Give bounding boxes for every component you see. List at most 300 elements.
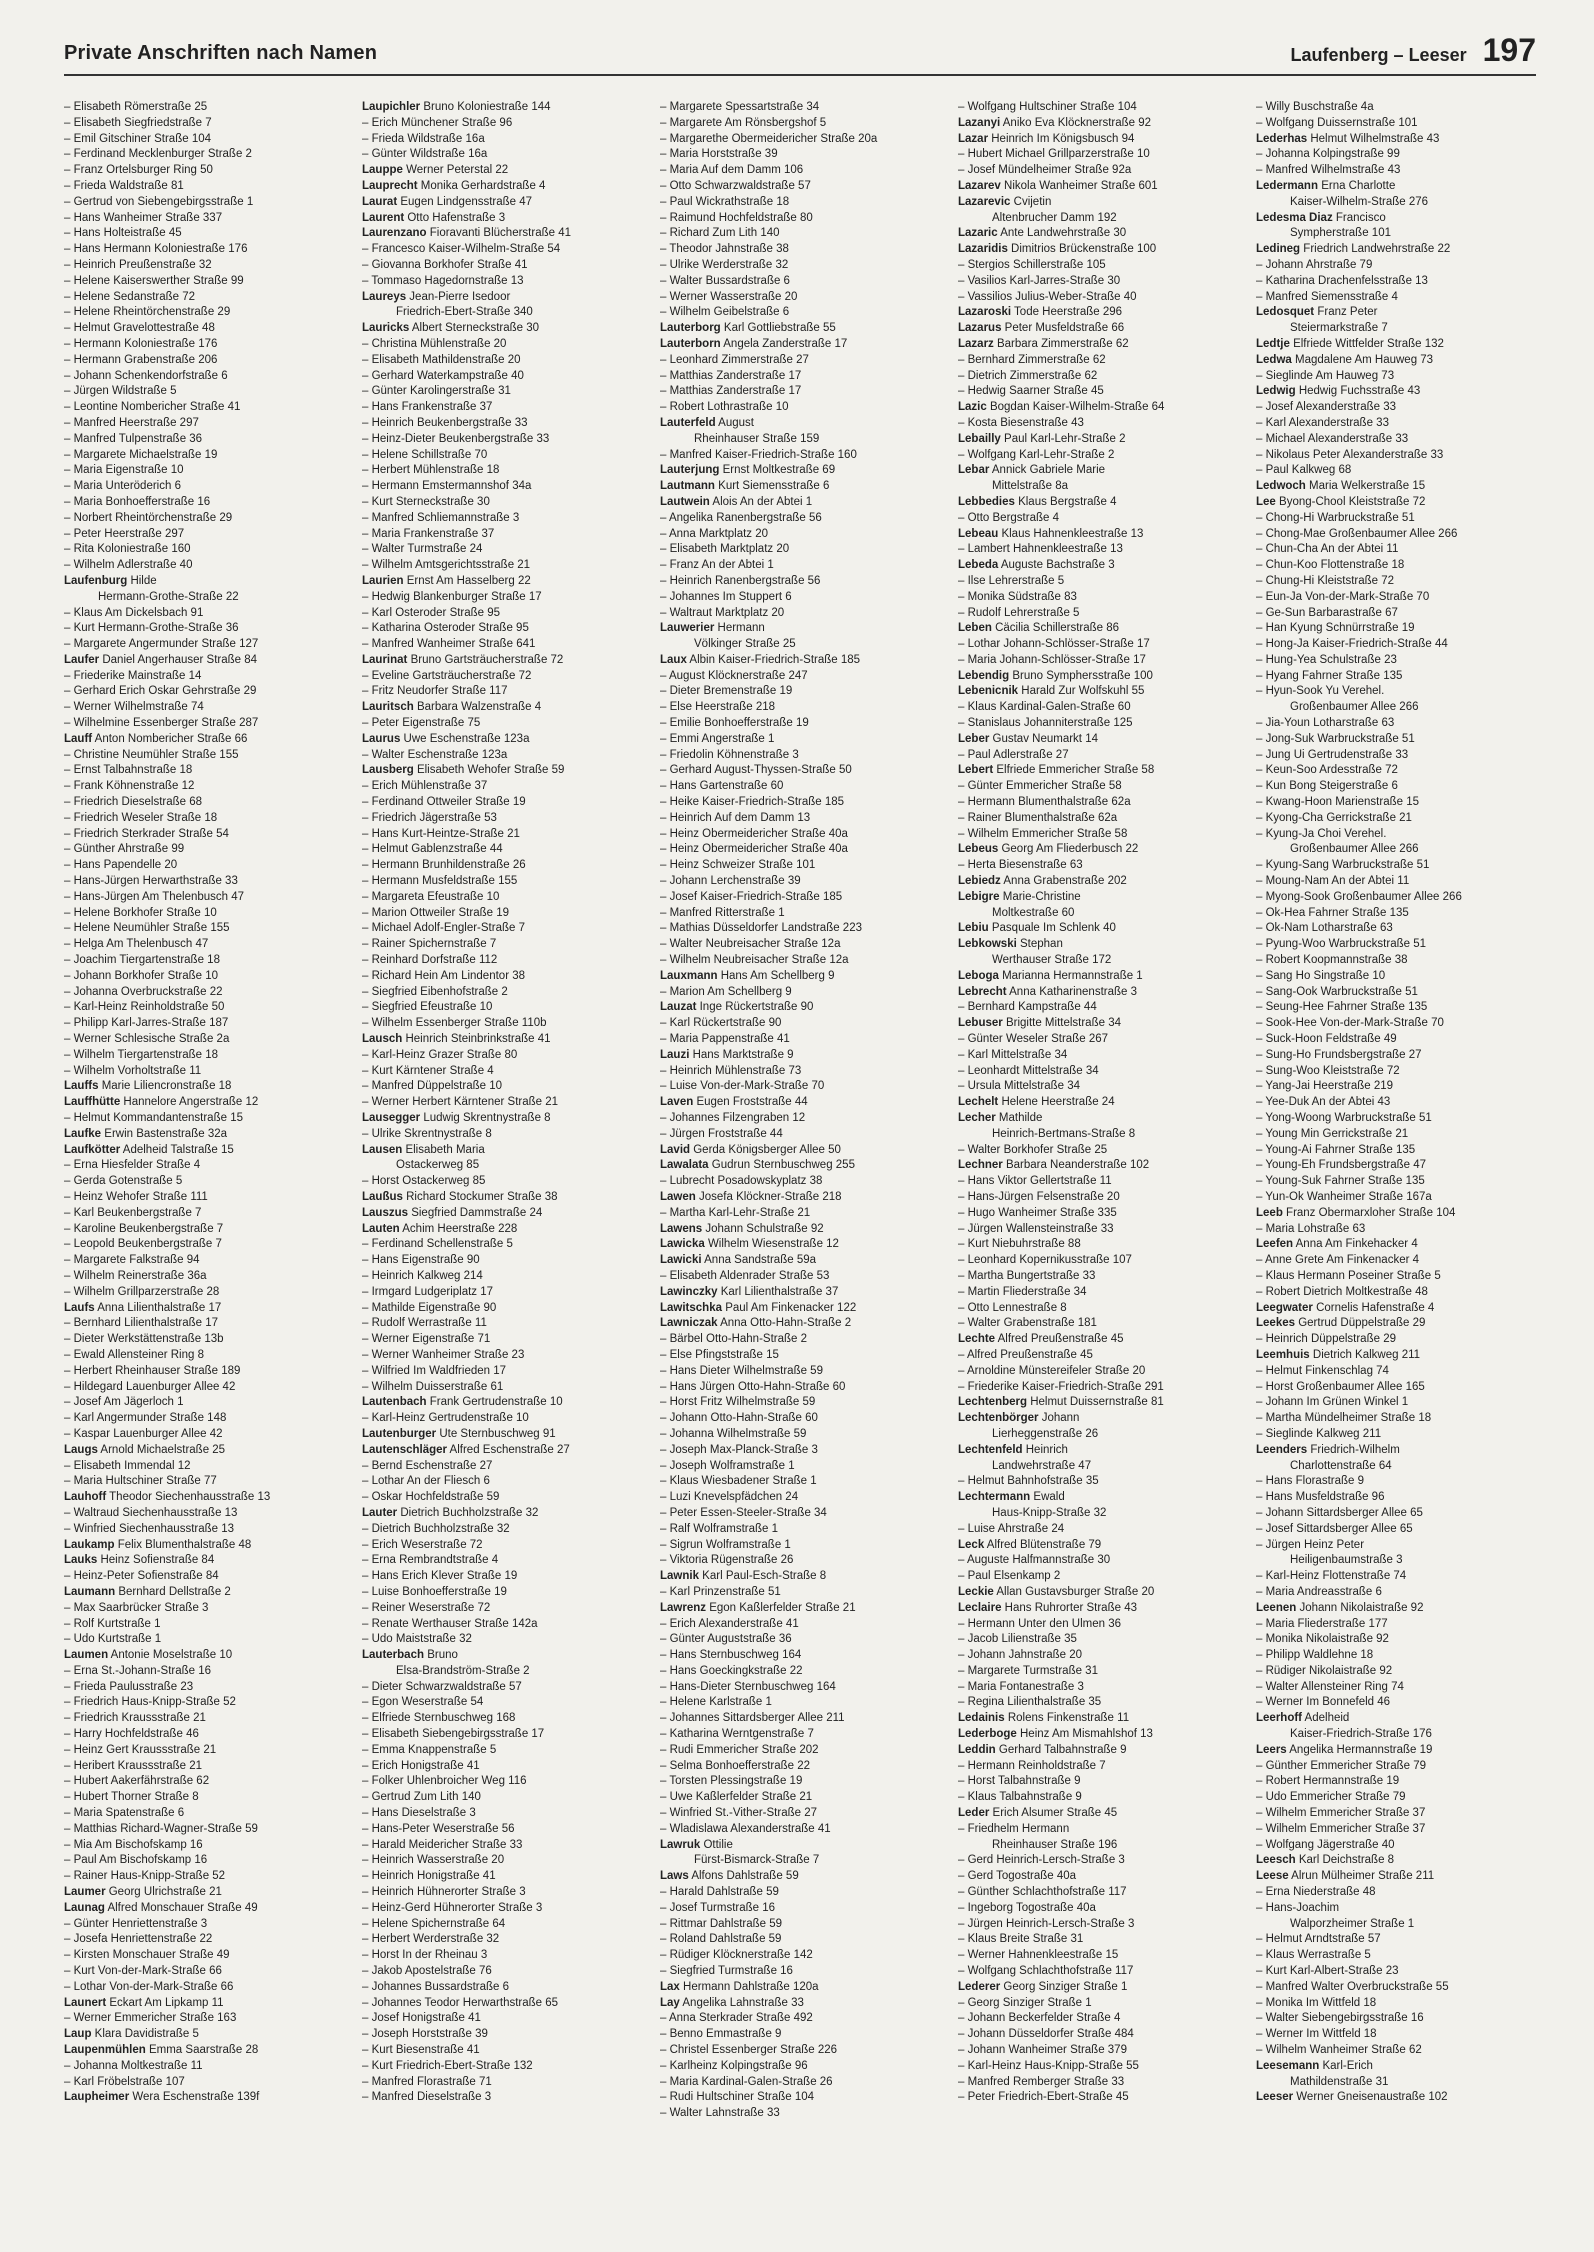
entry-text: Elisabeth Maria — [402, 1143, 485, 1156]
entry-text: – Gertrud Zum Lith 140 — [362, 1791, 481, 1804]
directory-entry — [362, 1964, 648, 1980]
entry-text: Pasquale Im Schlenk 40 — [988, 922, 1116, 935]
entry-text: – Christine Neumühler Straße 155 — [64, 748, 239, 761]
directory-entry — [362, 1427, 648, 1443]
entry-text: – Vasilios Karl-Jarres-Straße 30 — [958, 274, 1121, 287]
directory-entry — [660, 1980, 946, 1996]
directory-entry — [958, 1806, 1244, 1822]
surname: Lawniczak — [660, 1317, 718, 1330]
surname: Lechtenbörger — [958, 1412, 1039, 1425]
entry-text: – Maria Horststraße 39 — [660, 148, 778, 161]
entry-text: Franz Obermarxloher Straße 104 — [1282, 1206, 1456, 1219]
entry-text: – Klaus Breite Straße 31 — [958, 1933, 1084, 1946]
surname: Lee — [1256, 495, 1276, 508]
entry-text: – Friederike Kaiser-Friedrich-Straße 291 — [958, 1380, 1164, 1393]
entry-text: Helmut Duissernstraße 81 — [1027, 1396, 1164, 1409]
entry-text: – Johann Ahrstraße 79 — [1256, 258, 1373, 271]
surname: Lauterfeld — [660, 416, 716, 429]
directory-entry — [1256, 748, 1542, 764]
directory-entry — [1256, 1996, 1542, 2012]
directory-entry — [362, 305, 648, 321]
entry-text: – Hubert Thorner Straße 8 — [64, 1791, 199, 1804]
entry-text: – Siegfried Turmstraße 16 — [660, 1965, 793, 1978]
directory-entry — [660, 906, 946, 922]
directory-entry — [660, 179, 946, 195]
entry-text: Bruno — [424, 1649, 458, 1662]
entry-text: Eckart Am Lipkamp 11 — [106, 1996, 224, 2009]
directory-entry — [362, 1885, 648, 1901]
entry-text: – Reinhard Dorfstraße 112 — [362, 954, 498, 967]
entry-text: – Josef Sittardsberger Allee 65 — [1256, 1522, 1413, 1535]
entry-text: – Karl Alexanderstraße 33 — [1256, 416, 1389, 429]
directory-entry — [660, 1727, 946, 1743]
entry-text: Frank Gertrudenstraße 10 — [426, 1396, 563, 1409]
directory-entry — [660, 985, 946, 1001]
entry-text: – Monika Im Wittfeld 18 — [1256, 1996, 1377, 2009]
directory-entry — [64, 953, 350, 969]
entry-text: – Hubert Aakerfährstraße 62 — [64, 1775, 210, 1788]
entry-text: – Walter Bussardstraße 6 — [660, 274, 790, 287]
directory-entry — [660, 621, 946, 637]
directory-entry — [958, 1774, 1244, 1790]
directory-entry — [362, 211, 648, 227]
directory-entry — [1256, 1853, 1542, 1869]
entry-text: – Friedolin Köhnenstraße 3 — [660, 748, 799, 761]
directory-entry — [64, 1016, 350, 1032]
entry-text: – Erna Niederstraße 48 — [1256, 1886, 1376, 1899]
entry-text: – Wolfgang Hultschiner Straße 104 — [958, 101, 1137, 113]
directory-entry — [660, 1206, 946, 1222]
directory-entry — [362, 1506, 648, 1522]
entry-text: – Harald Dahlstraße 59 — [660, 1886, 779, 1899]
directory-entry — [1256, 1364, 1542, 1380]
directory-entry — [362, 1174, 648, 1190]
directory-entry — [958, 1680, 1244, 1696]
entry-text: – Margarete Spessartstraße 34 — [660, 101, 820, 113]
entry-text: – Klaus Hermann Poseiner Straße 5 — [1256, 1269, 1441, 1282]
entry-text: – Matthias Zanderstraße 17 — [660, 369, 802, 382]
entry-text: – Hans Jürgen Otto-Hahn-Straße 60 — [660, 1380, 846, 1393]
entry-text: – Johann Im Grünen Winkel 1 — [1256, 1396, 1409, 1409]
directory-entry — [1256, 1237, 1542, 1253]
directory-entry — [362, 684, 648, 700]
entry-text: – Ralf Wolframstraße 1 — [660, 1522, 779, 1535]
entry-text: Dietrich Buchholzstraße 32 — [397, 1506, 539, 1519]
directory-entry — [362, 1680, 648, 1696]
entry-text: – Manfred Düppelstraße 10 — [362, 1080, 502, 1093]
surname: Leenders — [1256, 1443, 1308, 1456]
directory-entry — [362, 2043, 648, 2059]
entry-text: Erich Alsumer Straße 45 — [989, 1807, 1118, 1820]
directory-entry — [1256, 763, 1542, 779]
entry-text: – Giovanna Borkhofer Straße 41 — [362, 258, 528, 271]
surname: Laukamp — [64, 1538, 115, 1551]
directory-entry — [958, 937, 1244, 953]
directory-entry — [958, 1996, 1244, 2012]
entry-text: – Rudolf Lehrerstraße 5 — [958, 606, 1080, 619]
surname: Lautenschläger — [362, 1443, 447, 1456]
entry-text: Francisco — [1332, 211, 1386, 224]
directory-entry — [362, 337, 648, 353]
entry-text: – Kaspar Lauenburger Allee 42 — [64, 1427, 223, 1440]
directory-entry — [1256, 1695, 1542, 1711]
entry-text: – Rudi Emmericher Straße 202 — [660, 1743, 819, 1756]
entry-text: Alfred Preußenstraße 45 — [995, 1333, 1124, 1346]
directory-entry — [362, 132, 648, 148]
directory-entry — [660, 116, 946, 132]
directory-entry — [64, 1932, 350, 1948]
directory-entry — [64, 590, 350, 606]
directory-entry — [958, 1411, 1244, 1427]
directory-entry — [1256, 2011, 1542, 2027]
entry-text: – Hans Dieselstraße 3 — [362, 1807, 476, 1820]
directory-entry — [660, 511, 946, 527]
directory-entry — [958, 684, 1244, 700]
entry-text: – Herbert Mühlenstraße 18 — [362, 464, 500, 477]
entry-text: – Sigrun Wolframstraße 1 — [660, 1538, 791, 1551]
directory-entry — [362, 795, 648, 811]
entry-text: Stephan — [1016, 938, 1063, 951]
entry-text: – Hans Goeckingkstraße 22 — [660, 1664, 803, 1677]
directory-entry — [1256, 290, 1542, 306]
entry-text: – Wilhelm Tiergartenstraße 18 — [64, 1048, 219, 1061]
directory-entry — [660, 1790, 946, 1806]
entry-text: – Manfred Dieselstraße 3 — [362, 2091, 492, 2104]
directory-entry — [660, 1759, 946, 1775]
directory-entry — [660, 1411, 946, 1427]
surname: Laufenburg — [64, 574, 128, 587]
entry-text: – Maria Frankenstraße 37 — [362, 527, 495, 540]
entry-text: – Heinrich Kalkweg 214 — [362, 1269, 483, 1282]
directory-entry — [1256, 1869, 1542, 1885]
directory-entry — [362, 1064, 648, 1080]
entry-text: Eugen Lindgensstraße 47 — [397, 195, 533, 208]
entry-text: – Tommaso Hagedornstraße 13 — [362, 274, 524, 287]
directory-entry — [362, 1332, 648, 1348]
entry-text: – Suck-Hoon Feldstraße 49 — [1256, 1033, 1397, 1046]
surname: Lebailly — [958, 432, 1001, 445]
entry-text: Erwin Bastenstraße 32a — [101, 1127, 227, 1140]
directory-entry — [64, 369, 350, 385]
directory-entry — [660, 1459, 946, 1475]
entry-text: – Hans Kurt-Heintze-Straße 21 — [362, 827, 520, 840]
directory-entry — [1256, 1585, 1542, 1601]
directory-entry — [1256, 542, 1542, 558]
entry-text: – Gerhard Waterkampstraße 40 — [362, 369, 524, 382]
directory-entry — [1256, 495, 1542, 511]
directory-entry — [660, 1016, 946, 1032]
surname: Lebuser — [958, 1017, 1003, 1030]
entry-text: – Chung-Hi Kleiststraße 72 — [1256, 574, 1395, 587]
entry-text: Helmut Wilhelmstraße 43 — [1307, 132, 1440, 145]
surname: Leerhoff — [1256, 1712, 1302, 1725]
surname: Leesemann — [1256, 2059, 1320, 2072]
surname: Lawalata — [660, 1159, 709, 1172]
entry-text: – Regina Lilienthalstraße 35 — [958, 1696, 1102, 1709]
surname: Ledainis — [958, 1712, 1005, 1725]
surname: Lauffs — [64, 1080, 99, 1093]
directory-entry — [958, 321, 1244, 337]
directory-entry — [362, 242, 648, 258]
entry-text: Klaus Bergstraße 4 — [1014, 495, 1117, 508]
directory-entry — [64, 527, 350, 543]
entry-text: – Leopold Beukenbergstraße 7 — [64, 1238, 222, 1251]
directory-column — [64, 100, 350, 2240]
entry-text: Cäcilia Schillerstraße 86 — [991, 622, 1120, 635]
entry-text: – Heinz Wehofer Straße 111 — [64, 1190, 208, 1203]
directory-entry — [362, 1395, 648, 1411]
directory-entry — [362, 463, 648, 479]
surname: Leenen — [1256, 1601, 1297, 1614]
entry-text: – Maria Unteröderich 6 — [64, 480, 181, 493]
entry-text: – Kurt Sterneckstraße 30 — [362, 495, 490, 508]
entry-text: – Joseph Horststraße 39 — [362, 2028, 488, 2041]
directory-entry — [64, 1285, 350, 1301]
directory-entry — [660, 1190, 946, 1206]
directory-entry — [958, 432, 1244, 448]
entry-text: – Ewald Allensteiner Ring 8 — [64, 1348, 204, 1361]
directory-entry — [958, 700, 1244, 716]
directory-entry — [660, 448, 946, 464]
directory-entry — [958, 811, 1244, 827]
entry-text: – Johanna Wilhelmstraße 59 — [660, 1427, 807, 1440]
entry-text: – Gerd Heinrich-Lersch-Straße 3 — [958, 1854, 1125, 1867]
entry-text: – Werner Herbert Kärntener Straße 21 — [362, 1096, 559, 1109]
entry-text: – Margarete Angermunder Straße 127 — [64, 638, 259, 651]
entry-text: – Robert Hermannstraße 19 — [1256, 1775, 1400, 1788]
entry-text: Karl Gottliebstraße 55 — [720, 322, 836, 335]
directory-entry — [1256, 2090, 1542, 2106]
directory-entry — [64, 1869, 350, 1885]
entry-text: Friedrich-Ebert-Straße 340 — [396, 306, 533, 319]
entry-text: – Kyung-Sang Warbruckstraße 51 — [1256, 859, 1430, 872]
directory-entry — [958, 1079, 1244, 1095]
directory-entry — [958, 1316, 1244, 1332]
entry-text: – Hans Eigenstraße 90 — [362, 1254, 480, 1267]
directory-entry — [1256, 1127, 1542, 1143]
entry-text: – Wilhelm Duisserstraße 61 — [362, 1380, 504, 1393]
entry-text: Nikola Wanheimer Straße 601 — [1000, 179, 1158, 192]
directory-entry — [362, 1158, 648, 1174]
entry-text: – Leontine Nombericher Straße 41 — [64, 401, 241, 414]
entry-text: Achim Heerstraße 228 — [399, 1222, 518, 1235]
entry-text: – Horst Ostackerweg 85 — [362, 1175, 486, 1188]
entry-text: – Günter Auguststraße 36 — [660, 1633, 792, 1646]
directory-entry — [362, 1553, 648, 1569]
directory-entry — [64, 1695, 350, 1711]
surname: Lauff — [64, 732, 93, 745]
entry-text: – Wladislawa Alexanderstraße 41 — [660, 1822, 831, 1835]
directory-entry — [660, 748, 946, 764]
surname: Lauzat — [660, 1001, 697, 1014]
directory-entry — [660, 842, 946, 858]
directory-entry — [64, 384, 350, 400]
surname: Lechtermann — [958, 1491, 1031, 1504]
entry-text: – Werner Wilhelmstraße 74 — [64, 701, 204, 714]
directory-entry — [64, 969, 350, 985]
entry-text: Alfred Eschenstraße 27 — [447, 1443, 570, 1456]
entry-text: Cvijetin — [1010, 195, 1052, 208]
entry-text: Ludwig Skrentnystraße 8 — [420, 1112, 551, 1124]
directory-entry — [958, 1143, 1244, 1159]
directory-entry — [660, 1174, 946, 1190]
directory-entry — [362, 590, 648, 606]
entry-text: – Karl Osteroder Straße 95 — [362, 606, 501, 619]
directory-entry — [64, 495, 350, 511]
directory-entry — [1256, 416, 1542, 432]
directory-entry — [958, 969, 1244, 985]
entry-text: – Heinrich Düppelstraße 29 — [1256, 1333, 1396, 1346]
surname: Lazaridis — [958, 243, 1008, 256]
entry-text: – Paul Adlerstraße 27 — [958, 748, 1069, 761]
entry-text: – Heinrich Hühnerorter Straße 3 — [362, 1886, 526, 1899]
entry-text: Rheinhauser Straße 196 — [992, 1838, 1118, 1851]
directory-entry — [1256, 653, 1542, 669]
entry-text: – Siegfried Efeustraße 10 — [362, 1001, 493, 1014]
entry-text: – Margarethe Obermeidericher Straße 20a — [660, 132, 878, 145]
entry-text: – Emilie Bonhoefferstraße 19 — [660, 717, 809, 730]
directory-entry — [362, 369, 648, 385]
entry-text: Albin Kaiser-Friedrich-Straße 185 — [686, 653, 861, 666]
entry-text: – Wolfgang Schlachthofstraße 117 — [958, 1965, 1134, 1978]
directory-entry — [660, 1079, 946, 1095]
entry-text: Anna Am Finkehacker 4 — [1293, 1238, 1418, 1251]
directory-entry — [64, 1506, 350, 1522]
directory-entry — [362, 416, 648, 432]
entry-text: – Eveline Gartsträucherstraße 72 — [362, 669, 532, 682]
directory-entry — [958, 1885, 1244, 1901]
directory-entry — [958, 2027, 1244, 2043]
surname: Lebenicnik — [958, 685, 1019, 698]
surname: Lazic — [958, 401, 987, 414]
entry-text: – Udo Maiststraße 32 — [362, 1633, 472, 1646]
surname: Laureys — [362, 290, 407, 303]
directory-column — [362, 100, 648, 2240]
directory-entry — [64, 1395, 350, 1411]
directory-entry — [362, 353, 648, 369]
surname: Lazarevic — [958, 195, 1011, 208]
directory-entry — [64, 448, 350, 464]
entry-text: – Moung-Nam An der Abtei 11 — [1256, 875, 1410, 888]
directory-entry — [64, 1316, 350, 1332]
directory-entry — [64, 290, 350, 306]
surname: Lechte — [958, 1333, 996, 1346]
entry-text: – Fritz Neudorfer Straße 117 — [362, 685, 508, 698]
entry-text: Dimitrios Brückenstraße 100 — [1007, 243, 1157, 256]
directory-entry — [660, 463, 946, 479]
directory-entry — [64, 1980, 350, 1996]
directory-entry — [362, 179, 648, 195]
entry-text: – Sang Ho Singstraße 10 — [1256, 969, 1386, 982]
directory-entry — [1256, 890, 1542, 906]
entry-text: – Manfred Florastraße 71 — [362, 2075, 492, 2088]
directory-entry — [958, 1000, 1244, 1016]
name-range: Laufenberg – Leeser — [1290, 45, 1467, 65]
directory-entry — [660, 811, 946, 827]
directory-entry — [660, 1822, 946, 1838]
entry-text: – Maria Auf dem Damm 106 — [660, 164, 804, 177]
entry-text: Anna Lilienthalstraße 17 — [94, 1301, 222, 1314]
entry-text: – Jürgen Froststraße 44 — [660, 1127, 783, 1140]
directory-entry — [1256, 1222, 1542, 1238]
entry-text: – Uwe Kaßlerfelder Straße 21 — [660, 1791, 813, 1804]
directory-entry — [1256, 1032, 1542, 1048]
surname: Lautenburger — [362, 1427, 437, 1440]
surname: Lazarev — [958, 179, 1001, 192]
directory-entry — [958, 353, 1244, 369]
directory-entry — [362, 637, 648, 653]
surname: Laurus — [362, 732, 401, 745]
entry-text: Karl Deichstraße 8 — [1295, 1854, 1395, 1867]
directory-entry — [660, 1838, 946, 1854]
entry-text: Allan Gustavsburger Straße 20 — [993, 1585, 1155, 1598]
directory-entry — [64, 226, 350, 242]
directory-entry — [64, 1569, 350, 1585]
directory-entry — [1256, 2059, 1542, 2075]
entry-text: – Rüdiger Nikolaistraße 92 — [1256, 1664, 1393, 1677]
directory-entry — [1256, 1506, 1542, 1522]
directory-entry — [362, 842, 648, 858]
directory-entry — [1256, 479, 1542, 495]
entry-text: Kurt Siemensstraße 6 — [714, 480, 830, 493]
entry-text: – Walter Borkhofer Straße 25 — [958, 1143, 1108, 1156]
entry-text: – Hans Erich Klever Straße 19 — [362, 1570, 518, 1583]
directory-entry — [1256, 874, 1542, 890]
entry-text: Johann Nikolaistraße 92 — [1296, 1601, 1424, 1614]
surname: Ledesma Diaz — [1256, 211, 1333, 224]
directory-entry — [660, 700, 946, 716]
directory-entry — [64, 1601, 350, 1617]
directory-entry — [958, 1064, 1244, 1080]
directory-entry — [660, 258, 946, 274]
surname: Ledtje — [1256, 337, 1290, 350]
directory-entry — [660, 669, 946, 685]
entry-text: – Wilhelm Neubreisacher Straße 12a — [660, 954, 849, 967]
entry-text: Großenbaumer Allee 266 — [1290, 701, 1419, 714]
directory-entry — [1256, 811, 1542, 827]
directory-column — [1256, 100, 1542, 2240]
entry-text: – Hans Musfeldstraße 96 — [1256, 1491, 1385, 1504]
directory-entry — [958, 2090, 1244, 2106]
directory-entry — [362, 700, 648, 716]
surname: Laurent — [362, 211, 405, 224]
entry-text: – Frank Köhnenstraße 12 — [64, 780, 195, 793]
entry-text: – Heinrich Mühlenstraße 73 — [660, 1064, 802, 1077]
entry-text: – Lothar Johann-Schlösser-Straße 17 — [958, 638, 1150, 651]
directory-entry — [64, 700, 350, 716]
directory-entry — [958, 779, 1244, 795]
entry-text: – Philipp Waldlehne 18 — [1256, 1649, 1374, 1662]
directory-entry — [958, 1095, 1244, 1111]
entry-text: – Ilse Lehrerstraße 5 — [958, 574, 1065, 587]
directory-entry — [64, 1901, 350, 1917]
entry-text: Hans Am Schellberg 9 — [717, 969, 835, 982]
directory-entry — [660, 242, 946, 258]
entry-text: – Young Min Gerrickstraße 21 — [1256, 1127, 1409, 1140]
entry-text: – Heinz Schweizer Straße 101 — [660, 859, 816, 872]
entry-text: – Karlheinz Kolpingstraße 96 — [660, 2059, 808, 2072]
directory-entry — [64, 1617, 350, 1633]
entry-text: – Josef Am Jägerloch 1 — [64, 1396, 184, 1409]
entry-text: Rheinhauser Straße 159 — [694, 432, 820, 445]
directory-entry — [1256, 1395, 1542, 1411]
directory-entry — [1256, 1806, 1542, 1822]
surname: Lavid — [660, 1143, 691, 1156]
directory-entry — [958, 763, 1244, 779]
entry-text: – Maria Hultschiner Straße 77 — [64, 1475, 217, 1488]
entry-text: – Johanna Moltkestraße 11 — [64, 2059, 203, 2072]
entry-text: – Winfried St.-Vither-Straße 27 — [660, 1807, 818, 1820]
